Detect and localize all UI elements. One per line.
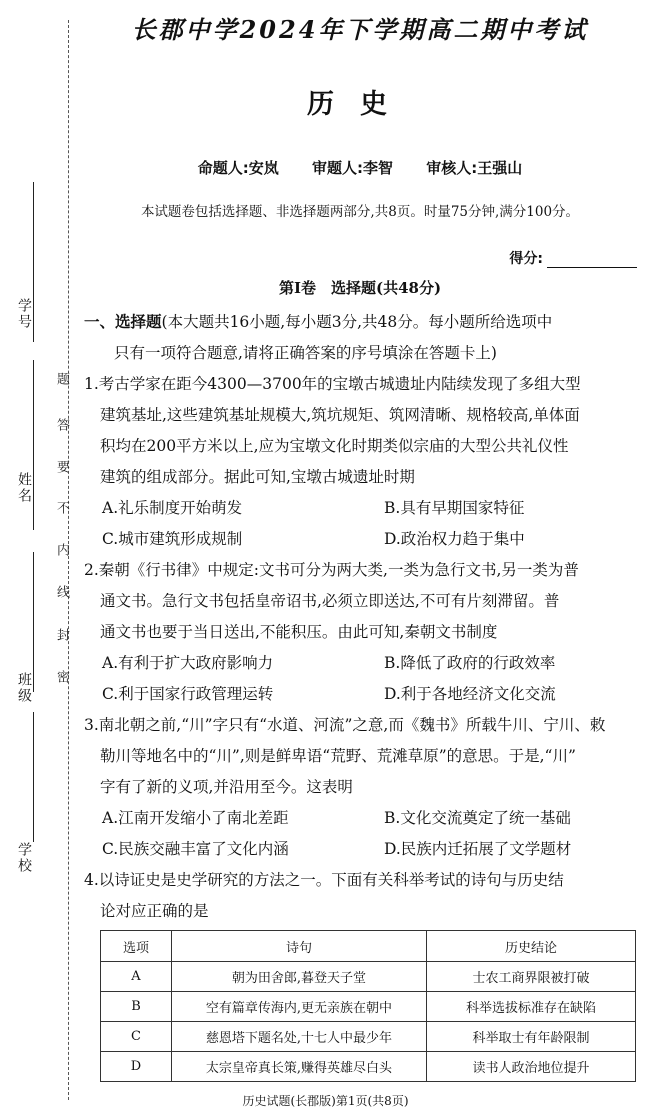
setter: 命题人:安岚 bbox=[197, 159, 279, 177]
question-line: 字有了新的义项,并沿用至今。这表明 bbox=[100, 778, 353, 796]
checker: 审核人:王强山 bbox=[426, 159, 523, 177]
table-row bbox=[101, 1022, 636, 1052]
question-line: 2.秦朝《行书律》中规定:文书可分为两大类,一类为急行文书,另一类为普 bbox=[84, 561, 579, 579]
score-field bbox=[509, 248, 637, 268]
seal-char: 线 bbox=[54, 585, 69, 598]
part-instructions bbox=[84, 306, 640, 338]
seal-char: 不 bbox=[54, 501, 69, 514]
option-b[interactable]: B.降低了政府的行政效率 bbox=[384, 654, 556, 672]
table-cell: 太宗皇帝真长策,赚得英雄尽白头 bbox=[172, 1052, 427, 1082]
options bbox=[84, 803, 640, 865]
question-line: 建筑的组成部分。据此可知,宝墩古城遗址时期 bbox=[100, 468, 415, 486]
question-4 bbox=[84, 865, 640, 927]
options bbox=[84, 493, 640, 555]
part-desc-cont: 只有一项符合题意,请将正确答案的序号填涂在答题卡上) bbox=[114, 344, 497, 362]
binding-dashed-line bbox=[68, 20, 69, 1100]
table-cell: A bbox=[101, 962, 172, 992]
table-cell: 空有篇章传海内,更无亲族在朝中 bbox=[172, 992, 427, 1022]
poem-conclusion-table bbox=[100, 930, 636, 1082]
option-b[interactable]: B.具有早期国家特征 bbox=[384, 499, 525, 517]
col-header-poem: 诗句 bbox=[172, 931, 427, 962]
seal-char: 密 bbox=[54, 670, 69, 683]
student-id-label: 学号 bbox=[16, 298, 32, 330]
option-b[interactable]: B.文化交流奠定了统一基础 bbox=[384, 809, 571, 827]
exam-title: 长郡中学2024年下学期高二期中考试 bbox=[131, 15, 589, 44]
table-cell: 科举选拔标准存在缺陷 bbox=[427, 992, 636, 1022]
option-c[interactable]: C.城市建筑形成规制 bbox=[102, 530, 243, 548]
school-label: 学校 bbox=[16, 842, 32, 874]
option-c[interactable]: C.民族交融丰富了文化内涵 bbox=[102, 840, 289, 858]
reviewer: 审题人:李智 bbox=[312, 159, 393, 177]
table-row bbox=[101, 1052, 636, 1082]
table-cell: 科举取士有年龄限制 bbox=[427, 1022, 636, 1052]
question-line: 论对应正确的是 bbox=[100, 902, 209, 920]
options bbox=[84, 648, 640, 710]
questions-area bbox=[84, 306, 640, 927]
seal-char: 封 bbox=[54, 628, 69, 641]
part-head: 一、选择题 bbox=[84, 312, 162, 331]
option-d[interactable]: D.民族内迁拓展了文学题材 bbox=[384, 840, 572, 858]
table-cell: C bbox=[101, 1022, 172, 1052]
score-blank[interactable] bbox=[547, 251, 637, 268]
option-a[interactable]: A.江南开发缩小了南北差距 bbox=[102, 809, 289, 827]
name-label: 姓名 bbox=[16, 472, 32, 504]
question-line: 积均在200平方米以上,应为宝墩文化时期类似宗庙的大型公共礼仪性 bbox=[100, 437, 569, 455]
subject-title: 历史 bbox=[307, 89, 413, 120]
class-label: 班级 bbox=[16, 672, 32, 704]
seal-char: 答 bbox=[54, 418, 69, 431]
seal-char: 题 bbox=[54, 372, 69, 385]
question-line: 3.南北朝之前,“川”字只有“水道、河流”之意,而《魏书》所载牛川、宁川、敕 bbox=[84, 716, 606, 734]
question-line: 1.考古学家在距今4300—3700年的宝墩古城遗址内陆续发现了多组大型 bbox=[84, 375, 581, 393]
table-row bbox=[101, 962, 636, 992]
option-d[interactable]: D.政治权力趋于集中 bbox=[384, 530, 525, 548]
question-line: 4.以诗证史是史学研究的方法之一。下面有关科举考试的诗句与历史结 bbox=[84, 871, 564, 889]
col-header-option: 选项 bbox=[101, 931, 172, 962]
section-title: 第Ⅰ卷 选择题(共48分) bbox=[278, 279, 442, 297]
col-header-conclusion: 历史结论 bbox=[427, 931, 636, 962]
table-cell: 士农工商界限被打破 bbox=[427, 962, 636, 992]
table-header-row bbox=[101, 931, 636, 962]
table-cell: D bbox=[101, 1052, 172, 1082]
option-a[interactable]: A.有利于扩大政府影响力 bbox=[102, 654, 274, 672]
option-c[interactable]: C.利于国家行政管理运转 bbox=[102, 685, 274, 703]
table-cell: 朝为田舍郎,暮登天子堂 bbox=[172, 962, 427, 992]
class-line[interactable] bbox=[33, 552, 34, 692]
seal-char: 内 bbox=[54, 543, 69, 556]
school-line[interactable] bbox=[33, 712, 34, 842]
exam-intro: 本试题卷包括选择题、非选择题两部分,共8页。时量75分钟,满分100分。 bbox=[140, 204, 580, 220]
question-2 bbox=[84, 555, 640, 710]
option-a[interactable]: A.礼乐制度开始萌发 bbox=[102, 499, 243, 517]
table-cell: B bbox=[101, 992, 172, 1022]
seal-char: 要 bbox=[54, 460, 69, 473]
question-line: 通文书。急行文书包括皇帝诏书,必须立即送达,不可有片刻滞留。普 bbox=[100, 592, 560, 610]
question-1 bbox=[84, 369, 640, 555]
question-line: 建筑基址,这些建筑基址规模大,筑坑规矩、筑网清晰、规格较高,单体面 bbox=[100, 406, 580, 424]
part-desc: (本大题共16小题,每小题3分,共48分。每小题所给选项中 bbox=[161, 313, 553, 331]
question-3 bbox=[84, 710, 640, 865]
name-line[interactable] bbox=[33, 360, 34, 530]
score-label: 得分: bbox=[509, 251, 543, 267]
table-row bbox=[101, 992, 636, 1022]
author-line bbox=[100, 157, 620, 178]
table-cell: 慈恩塔下题名处,十七人中最少年 bbox=[172, 1022, 427, 1052]
question-line: 通文书也要于当日送出,不能积压。由此可知,秦朝文书制度 bbox=[100, 623, 498, 641]
page-footer: 历史试题(长郡版)第1页(共8页) bbox=[242, 1094, 409, 1108]
table-cell: 读书人政治地位提升 bbox=[427, 1052, 636, 1082]
question-line: 勒川等地名中的“川”,则是鲜卑语“荒野、荒滩草原”的意思。于是,“川” bbox=[100, 747, 576, 765]
option-d[interactable]: D.利于各地经济文化交流 bbox=[384, 685, 556, 703]
